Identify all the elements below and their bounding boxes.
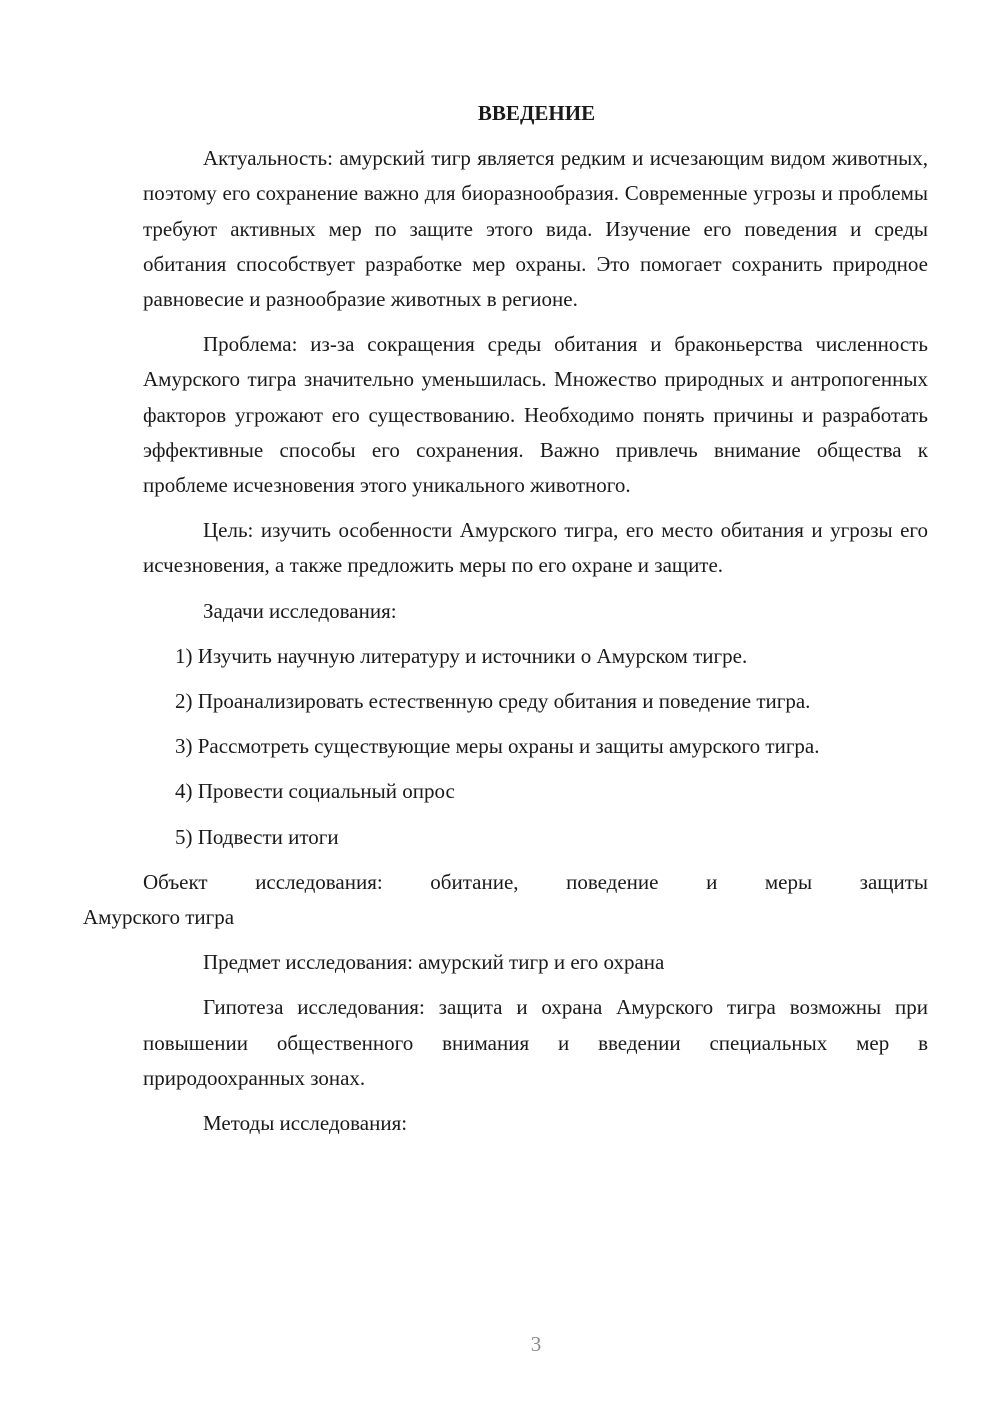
task-item-2: 2) Проанализировать естественную среду обитания и поведение тигра. — [175, 689, 811, 714]
task-item-1: 1) Изучить научную литературу и источники о Амурском тигре. — [175, 643, 748, 668]
methods-heading: Методы исследования: — [203, 1111, 408, 1136]
task-item-5: 5) Подвести итоги — [175, 824, 339, 849]
page-number: 3 — [530, 1332, 542, 1356]
object-paragraph — [83, 865, 928, 935]
object-line-1: Объект исследования: обитание, поведение и меры защиты — [143, 869, 928, 894]
hypothesis-paragraph: Гипотеза исследования: защита и охрана Амурского тигра возможны при повышении общественного внимания и введении специальных мер в природоохранных зонах. — [143, 995, 928, 1090]
section-title: ВВЕДЕНИЕ — [477, 101, 596, 125]
task-item-4: 4) Провести социальный опрос — [175, 779, 455, 804]
page-content — [83, 96, 928, 1151]
relevance-paragraph: Актуальность: амурский тигр является редким и исчезающим видом животных, поэтому его сохранение важно для биоразнообразия. Современные угрозы и проблемы требуют активных мер по защите этого вида. Изучение его поведения и среды обитания способствует разработке мер охраны. Это помогает сохранить природное равновесие и разнообразие животных в регионе. — [143, 146, 928, 312]
goal-paragraph: Цель: изучить особенности Амурского тигра, его место обитания и угрозы его исчезновения, а также предложить меры по его охране и защите. — [143, 518, 928, 578]
problem-paragraph: Проблема: из-за сокращения среды обитания и браконьерства численность Амурского тигра значительно уменьшилась. Множество природных и антропогенных факторов угрожают его существованию. Необходимо понять причины и разработать эффективные способы его сохранения. Важно привлечь внимание общества к проблеме исчезновения этого уникального животного. — [143, 332, 928, 498]
object-line-2: Амурского тигра — [83, 905, 235, 930]
subject-paragraph: Предмет исследования: амурский тигр и его охрана — [203, 950, 665, 975]
task-item-3: 3) Рассмотреть существующие меры охраны и защиты амурского тигра. — [175, 734, 820, 759]
tasks-heading: Задачи исследования: — [203, 598, 397, 623]
